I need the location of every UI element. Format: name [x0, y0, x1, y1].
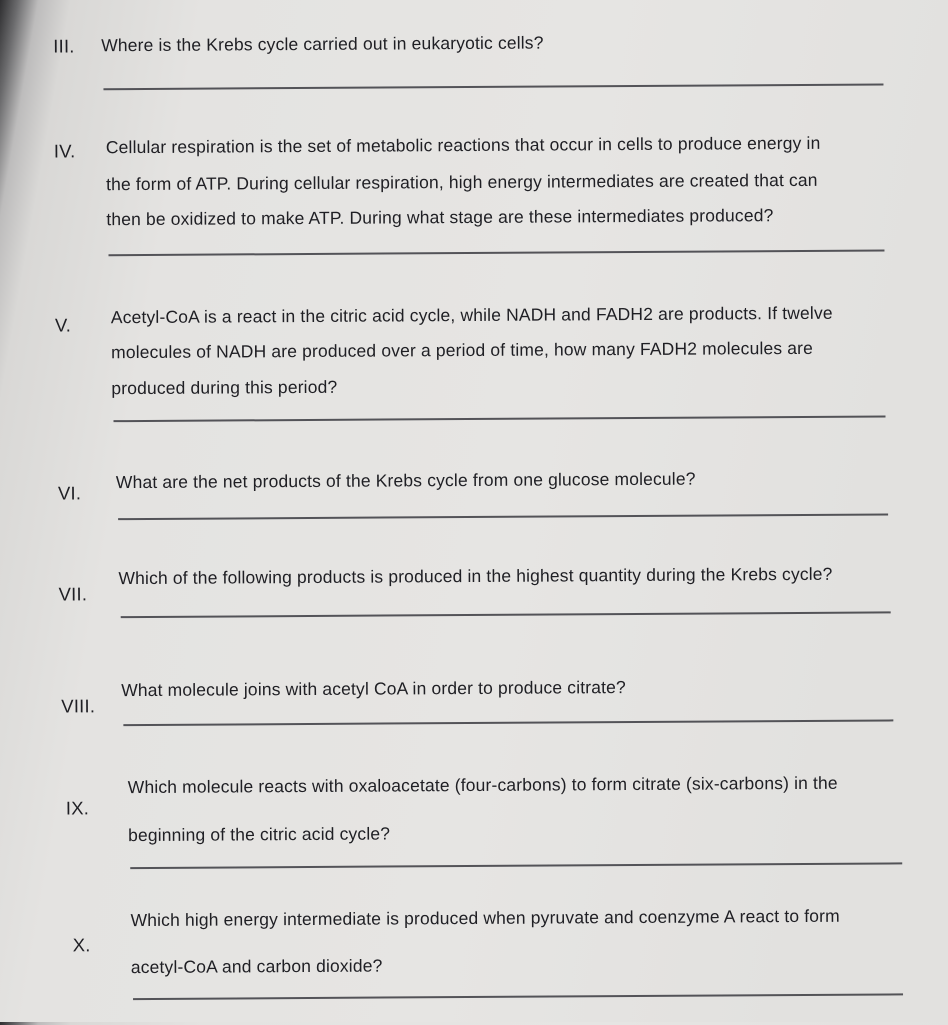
question-text: molecules of NADH are produced over a period of time, how many FADH2 molecules are	[111, 337, 814, 363]
question-text: Where is the Krebs cycle carried out in eukaryotic cells?	[101, 32, 544, 56]
question-text: Acetyl-CoA is a react in the citric acid cycle, while NADH and FADH2 are products. If twelve	[110, 302, 833, 328]
answer-line[interactable]	[108, 249, 884, 255]
answer-line[interactable]	[114, 415, 886, 421]
question-number: IX.	[65, 797, 90, 819]
question-number: VIII.	[61, 695, 96, 717]
question-number: VI.	[57, 482, 82, 504]
question-number: X.	[72, 934, 91, 956]
answer-line[interactable]	[133, 993, 903, 999]
question-number: III.	[53, 35, 75, 57]
question-number: V.	[54, 314, 72, 336]
answer-line[interactable]	[130, 862, 902, 868]
question-text: What molecule joins with acetyl CoA in order to produce citrate?	[121, 677, 626, 701]
question-text: beginning of the citric acid cycle?	[127, 823, 391, 846]
question-text: Cellular respiration is the set of metabolic reactions that occur in cells to produce energy in	[105, 132, 821, 158]
answer-line[interactable]	[103, 83, 883, 89]
question-text: What are the net products of the Krebs cycle from one glucose molecule?	[115, 468, 696, 493]
question-text: the form of ATP. During cellular respiration, high energy intermediates are created that can	[106, 169, 818, 195]
answer-line[interactable]	[123, 719, 893, 725]
question-text: Which molecule reacts with oxaloacetate (four-carbons) to form citrate (six-carbons) in the	[127, 772, 838, 798]
question-text: Which of the following products is produced in the highest quantity during the Krebs cycle?	[118, 563, 833, 589]
question-text: acetyl-CoA and carbon dioxide?	[130, 955, 383, 978]
question-text: Which high energy intermediate is produced when pyruvate and coenzyme A react to form	[130, 905, 840, 931]
question-text: produced during this period?	[111, 376, 338, 399]
answer-line[interactable]	[121, 611, 891, 617]
question-number: VII.	[58, 583, 88, 605]
answer-line[interactable]	[118, 513, 888, 519]
question-number: IV.	[53, 140, 76, 162]
question-text: then be oxidized to make ATP. During what stage are these intermediates produced?	[106, 205, 774, 230]
